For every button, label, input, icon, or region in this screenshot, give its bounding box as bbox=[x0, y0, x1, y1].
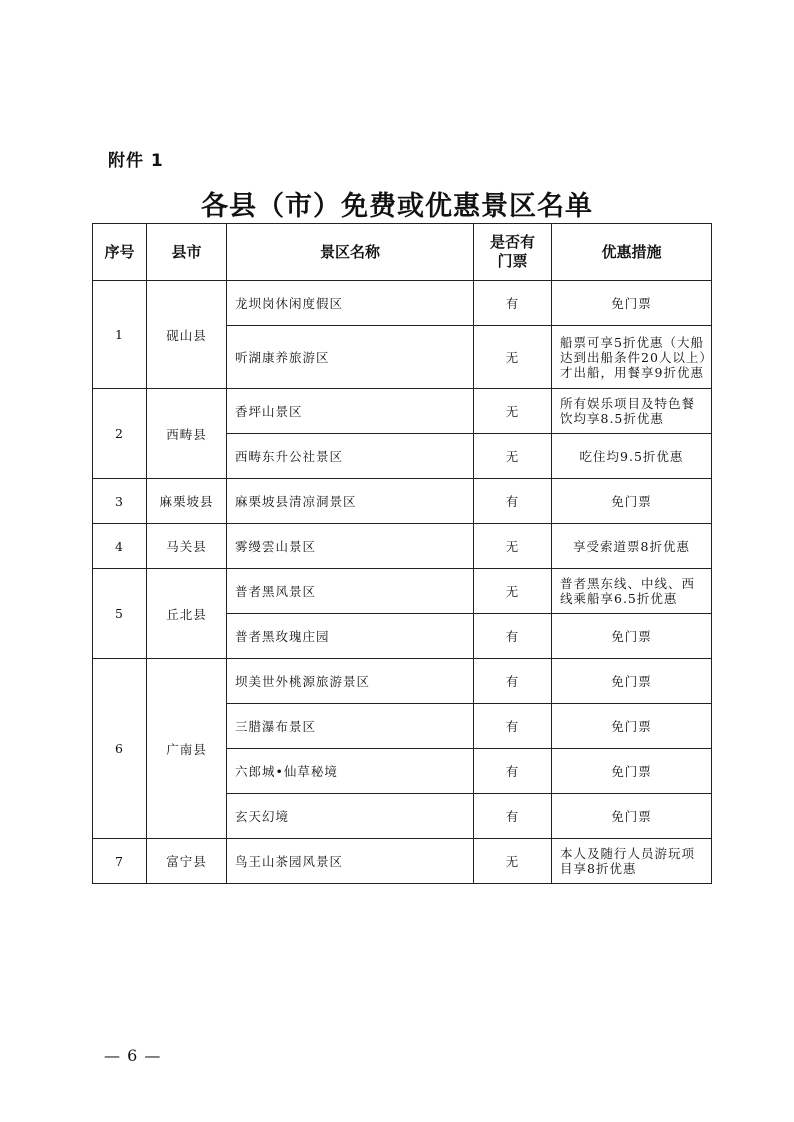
row-discount: 享受索道票8折优惠 bbox=[552, 524, 712, 569]
row-scenic: 六郎城•仙草秘境 bbox=[227, 749, 474, 794]
row-scenic: 玄天幻境 bbox=[227, 794, 474, 839]
row-ticket: 有 bbox=[474, 794, 552, 839]
page-number: — 6 — bbox=[104, 1046, 162, 1065]
row-discount: 吃住均9.5折优惠 bbox=[552, 434, 712, 479]
row-county: 富宁县 bbox=[147, 839, 227, 884]
row-discount: 免门票 bbox=[552, 704, 712, 749]
row-discount: 免门票 bbox=[552, 794, 712, 839]
row-discount: 免门票 bbox=[552, 479, 712, 524]
table-header-row bbox=[93, 224, 712, 281]
table-row bbox=[93, 659, 712, 704]
row-scenic: 三腊瀑布景区 bbox=[227, 704, 474, 749]
row-ticket: 无 bbox=[474, 839, 552, 884]
row-discount: 免门票 bbox=[552, 659, 712, 704]
row-scenic: 听湖康养旅游区 bbox=[227, 326, 474, 389]
header-county: 县市 bbox=[147, 224, 227, 281]
row-ticket: 有 bbox=[474, 749, 552, 794]
header-scenic: 景区名称 bbox=[227, 224, 474, 281]
row-scenic: 西畴东升公社景区 bbox=[227, 434, 474, 479]
row-ticket: 有 bbox=[474, 281, 552, 326]
table-row bbox=[93, 389, 712, 434]
table-row bbox=[93, 524, 712, 569]
row-index: 7 bbox=[93, 839, 147, 884]
row-county: 麻栗坡县 bbox=[147, 479, 227, 524]
row-county: 西畴县 bbox=[147, 389, 227, 479]
row-ticket: 有 bbox=[474, 614, 552, 659]
row-scenic: 普者黑玫瑰庄园 bbox=[227, 614, 474, 659]
scenic-spot-table bbox=[92, 223, 712, 884]
header-discount: 优惠措施 bbox=[552, 224, 712, 281]
row-index: 3 bbox=[93, 479, 147, 524]
row-county: 丘北县 bbox=[147, 569, 227, 659]
row-index: 6 bbox=[93, 659, 147, 839]
row-index: 4 bbox=[93, 524, 147, 569]
row-discount: 所有娱乐项目及特色餐饮均享8.5折优惠 bbox=[552, 389, 712, 434]
row-county: 马关县 bbox=[147, 524, 227, 569]
table-row bbox=[93, 281, 712, 326]
document-title: 各县（市）免费或优惠景区名单 bbox=[201, 191, 593, 222]
row-index: 2 bbox=[93, 389, 147, 479]
row-scenic: 鸟王山茶园风景区 bbox=[227, 839, 474, 884]
header-ticket: 是否有门票 bbox=[474, 224, 552, 281]
row-scenic: 麻栗坡县清凉洞景区 bbox=[227, 479, 474, 524]
row-ticket: 无 bbox=[474, 434, 552, 479]
row-scenic: 香坪山景区 bbox=[227, 389, 474, 434]
row-ticket: 无 bbox=[474, 389, 552, 434]
row-ticket: 无 bbox=[474, 569, 552, 614]
row-discount: 免门票 bbox=[552, 614, 712, 659]
row-county: 砚山县 bbox=[147, 281, 227, 389]
table-row bbox=[93, 569, 712, 614]
row-scenic: 龙坝岗休闲度假区 bbox=[227, 281, 474, 326]
row-discount: 免门票 bbox=[552, 281, 712, 326]
row-discount: 本人及随行人员游玩项目享8折优惠 bbox=[552, 839, 712, 884]
row-ticket: 无 bbox=[474, 524, 552, 569]
row-scenic: 坝美世外桃源旅游景区 bbox=[227, 659, 474, 704]
row-county: 广南县 bbox=[147, 659, 227, 839]
row-scenic: 雾缦雲山景区 bbox=[227, 524, 474, 569]
attachment-label: 附件 1 bbox=[108, 151, 164, 171]
row-index: 5 bbox=[93, 569, 147, 659]
row-ticket: 有 bbox=[474, 659, 552, 704]
row-discount: 普者黑东线、中线、西线乘船享6.5折优惠 bbox=[552, 569, 712, 614]
header-index: 序号 bbox=[93, 224, 147, 281]
row-scenic: 普者黑风景区 bbox=[227, 569, 474, 614]
row-discount: 船票可享5折优惠（大船达到出船条件20人以上）才出船，用餐享9折优惠 bbox=[552, 326, 712, 389]
row-ticket: 有 bbox=[474, 704, 552, 749]
row-ticket: 有 bbox=[474, 479, 552, 524]
row-ticket: 无 bbox=[474, 326, 552, 389]
row-discount: 免门票 bbox=[552, 749, 712, 794]
row-index: 1 bbox=[93, 281, 147, 389]
table-row bbox=[93, 839, 712, 884]
table-row bbox=[93, 479, 712, 524]
